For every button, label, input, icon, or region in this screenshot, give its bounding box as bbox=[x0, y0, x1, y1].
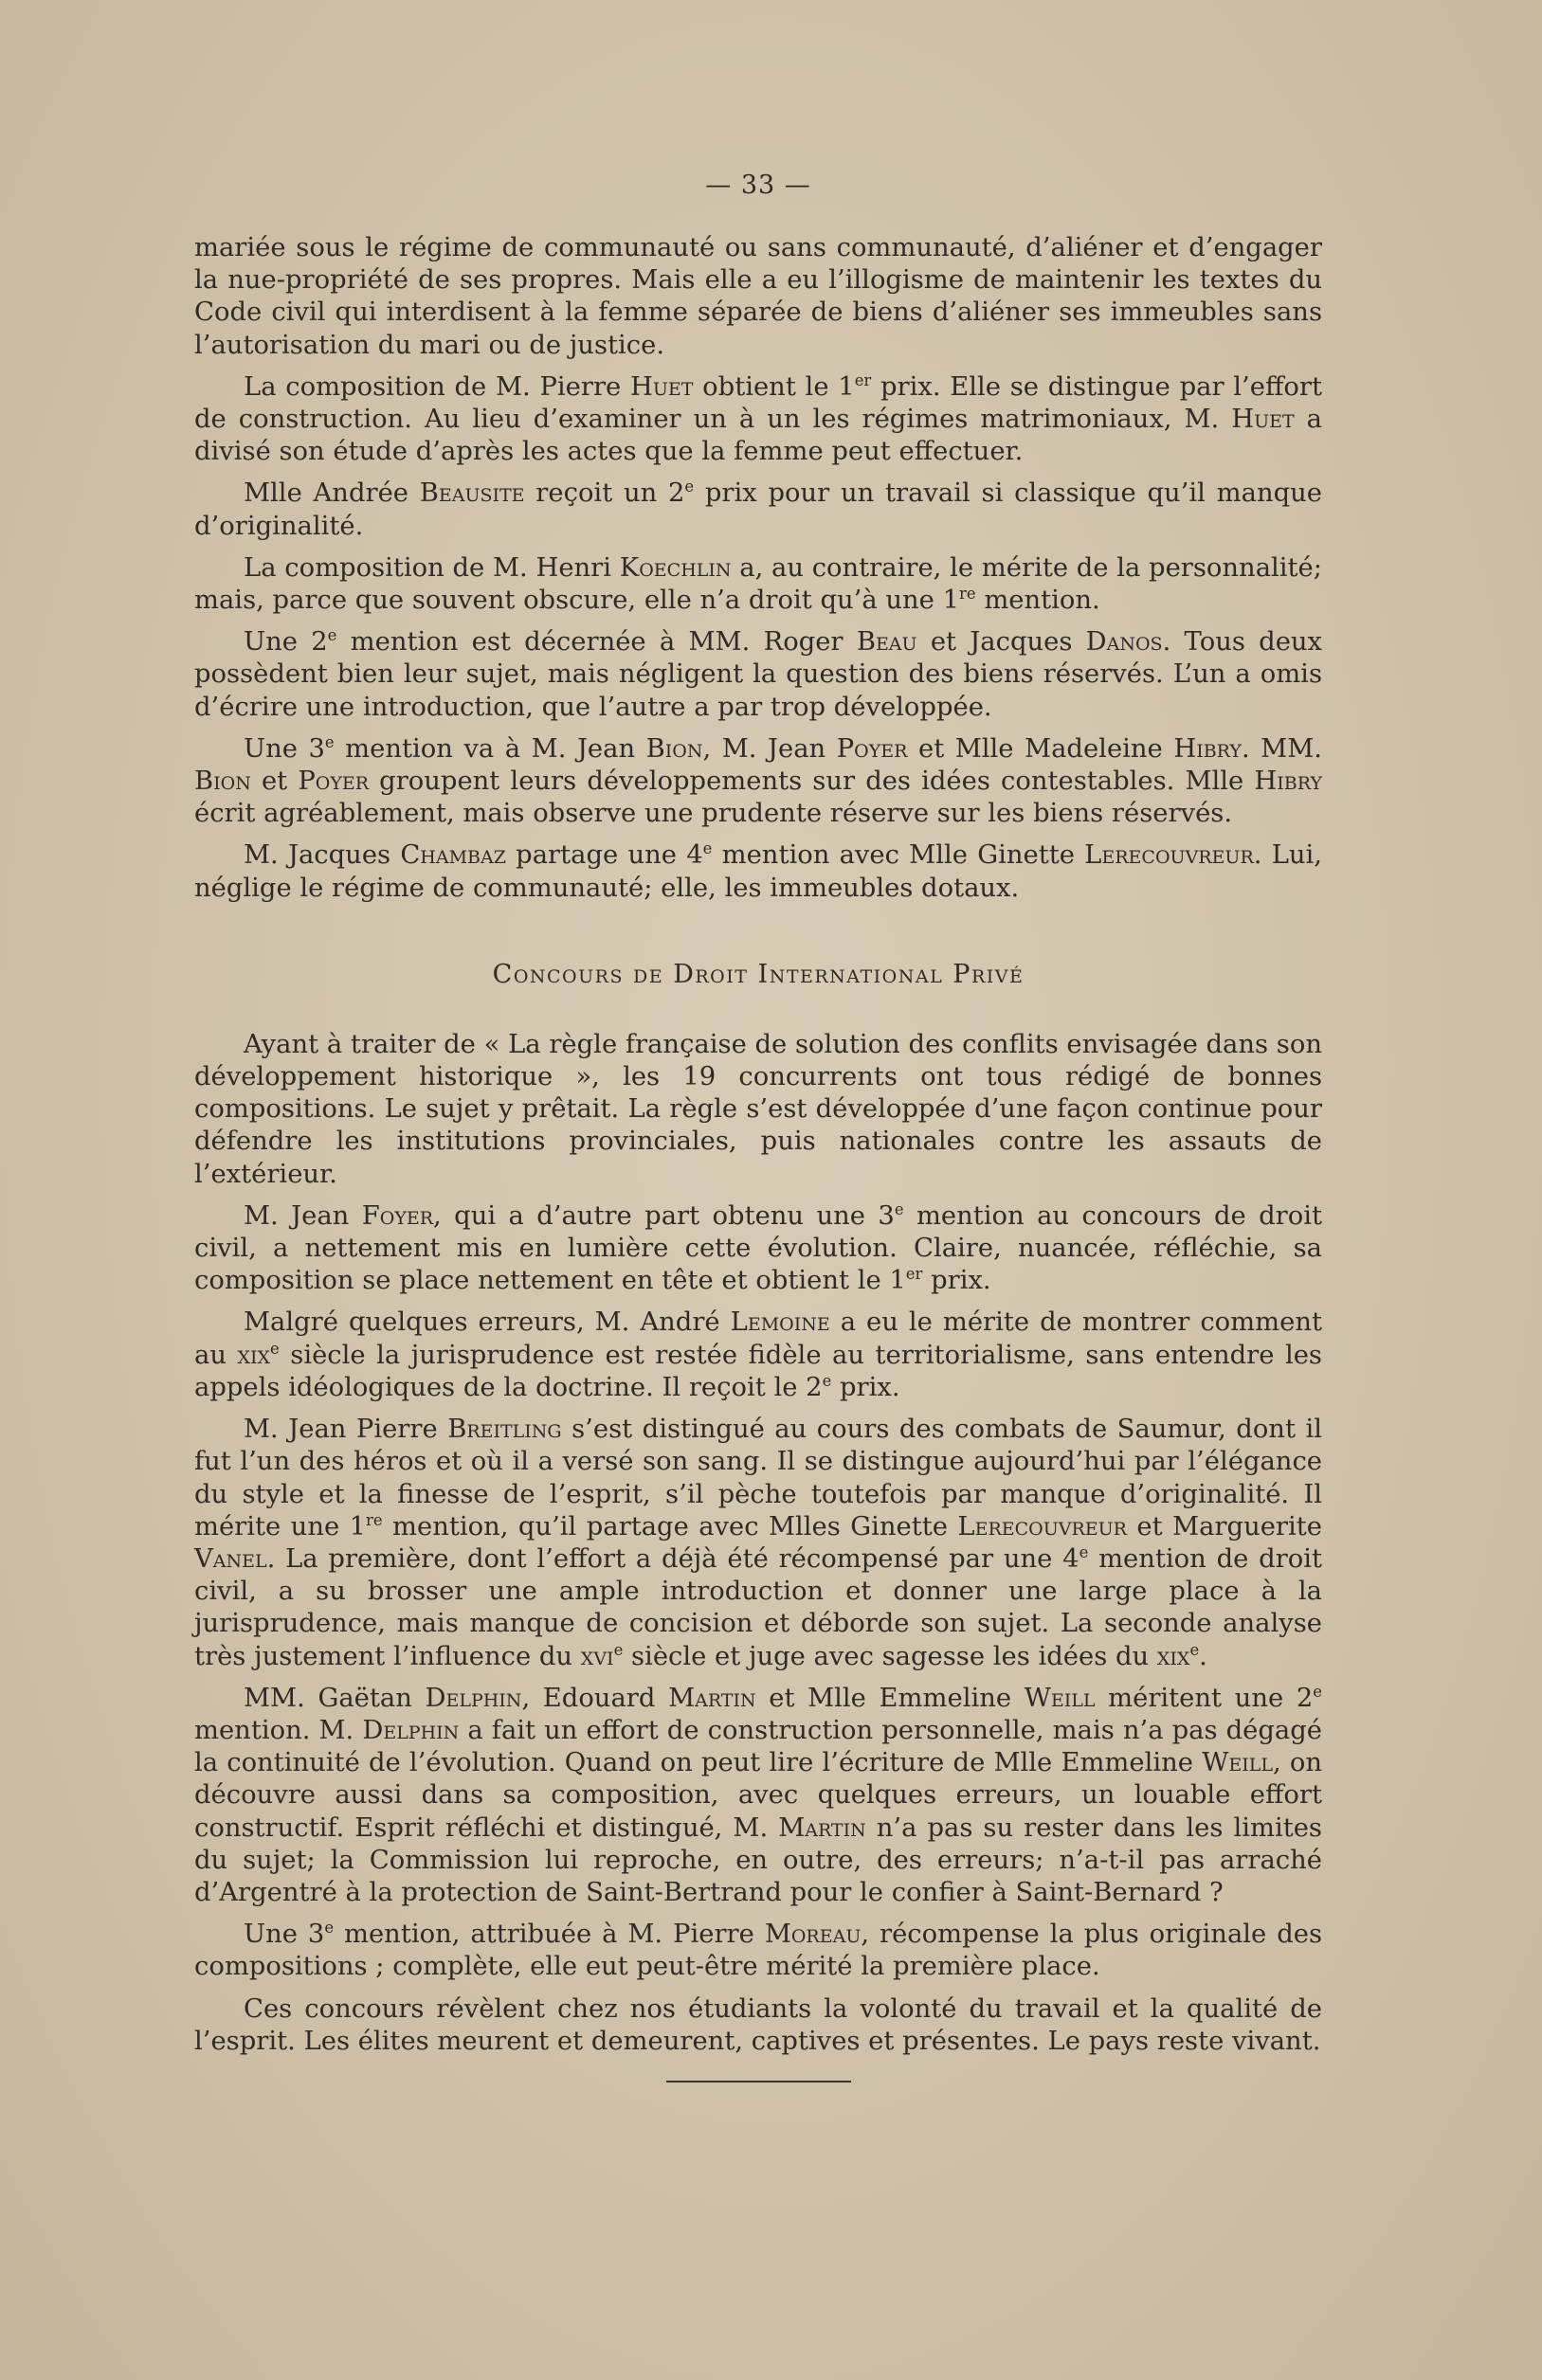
text-run: . MM. bbox=[1241, 733, 1322, 764]
text-run: , on découvre aussi dans sa composition, avec quelques erreurs, un louable effort constructif. Esprit réfléchi et distingué, M. bbox=[194, 1748, 1322, 1843]
name-small-caps: Moreau bbox=[764, 1920, 862, 1950]
page-content bbox=[194, 171, 1322, 2082]
name-small-caps: Huet bbox=[1231, 405, 1295, 435]
text-run: prix pour un travail si classique qu’il manque d’originalité. bbox=[194, 478, 1322, 541]
text-run: prix. Elle se distingue par l’effort de construction. Au lieu d’examiner un à un les régimes matrimoniaux, M. bbox=[194, 371, 1323, 435]
name-small-caps: xix bbox=[1156, 1641, 1190, 1671]
text-run: prix. bbox=[831, 1372, 900, 1402]
text-run: mention avec Mlle Ginette bbox=[712, 840, 1085, 871]
paragraph bbox=[194, 1029, 1322, 1191]
text-run: et Mlle Madeleine bbox=[907, 733, 1174, 764]
text-run: Ces concours révèlent chez nos étudiants la volonté du travail et la qualité de l’esprit. Les élites meurent et demeurent, captives et présentes. Le pays reste vivant. bbox=[194, 1993, 1322, 2056]
name-small-caps: Beausite bbox=[419, 478, 525, 509]
name-small-caps: Lerecouvreur bbox=[1084, 840, 1254, 871]
text-run: M. Jean bbox=[244, 1200, 362, 1231]
name-small-caps: Breitling bbox=[447, 1415, 562, 1445]
text-run: reçoit un 2 bbox=[524, 478, 685, 509]
ordinal-superscript: e bbox=[327, 626, 337, 645]
text-run: méritent une 2 bbox=[1095, 1683, 1314, 1713]
ordinal-superscript: e bbox=[1079, 1542, 1089, 1561]
ordinal-superscript: e bbox=[324, 732, 335, 751]
text-run: mention au concours de droit civil, a nettement mis en lumière cette évolution. Claire, nuancée, réfléchie, sa composition se place nettement en tête et obtient le 1 bbox=[194, 1200, 1322, 1296]
text-run: mention va à M. Jean bbox=[334, 733, 646, 764]
text-run: mention. bbox=[975, 586, 1100, 616]
text-run: siècle et juge avec sagesse les idées du bbox=[623, 1641, 1157, 1671]
paragraph bbox=[194, 1414, 1322, 1673]
body-text-private-international-law bbox=[194, 1029, 1322, 2058]
paragraph bbox=[194, 1307, 1322, 1404]
ordinal-superscript: re bbox=[366, 1510, 383, 1529]
text-run: , M. Jean bbox=[702, 733, 837, 764]
name-small-caps: Danos bbox=[1085, 627, 1163, 658]
ordinal-superscript: e bbox=[270, 1339, 280, 1358]
name-small-caps: Hibry bbox=[1254, 766, 1322, 797]
name-small-caps: Lemoine bbox=[730, 1307, 830, 1338]
paragraph bbox=[194, 371, 1322, 469]
name-small-caps: Hibry bbox=[1173, 733, 1242, 764]
text-run: La composition de M. Pierre bbox=[244, 371, 630, 402]
name-small-caps: Koechlin bbox=[619, 552, 732, 583]
text-run: et Jacques bbox=[916, 627, 1086, 658]
paragraph bbox=[194, 1200, 1322, 1298]
closing-rule bbox=[666, 2081, 851, 2082]
paragraph bbox=[194, 552, 1322, 617]
paragraph bbox=[194, 478, 1322, 542]
paragraph bbox=[194, 1683, 1322, 1909]
name-small-caps: Poyer bbox=[836, 733, 908, 764]
text-run: Une 2 bbox=[244, 627, 328, 658]
ordinal-superscript: e bbox=[1189, 1640, 1200, 1659]
name-small-caps: Vanel bbox=[194, 1543, 267, 1574]
name-small-caps: Delphin bbox=[362, 1715, 460, 1745]
text-run: Ayant à traiter de « La règle française de solution des conflits envisagée dans son développement historique », les 19 concurrents ont tous rédigé de bonnes compositions. Le sujet y prêtait. La règle s’est développée d’une façon continue pour défendre les institutions provinciales, puis nationales contre les assauts de l’extérieur. bbox=[194, 1029, 1322, 1189]
name-small-caps: Foyer bbox=[361, 1200, 434, 1231]
text-run: M. Jean Pierre bbox=[244, 1415, 448, 1445]
text-run: mariée sous le régime de communauté ou sans communauté, d’aliéner et d’engager la nue-propriété de ses propres. Mais elle a eu l’illogisme de maintenir les textes du Code civil qui interdisent à la femme séparée de biens d’aliéner ses immeubles sans l’autorisation du mari ou de justice. bbox=[194, 233, 1322, 360]
name-small-caps: Huet bbox=[630, 371, 694, 402]
name-small-caps: Martin bbox=[668, 1683, 756, 1713]
text-run: mention, qu’il partage avec Mlles Ginette bbox=[382, 1511, 958, 1542]
text-run: Une 3 bbox=[244, 1920, 325, 1950]
body-text-civil-law bbox=[194, 232, 1322, 905]
name-small-caps: Bion bbox=[645, 733, 703, 764]
paragraph bbox=[194, 733, 1322, 831]
section-heading: Concours de Droit International Privé bbox=[492, 959, 1025, 989]
ordinal-superscript: e bbox=[894, 1199, 904, 1218]
text-run: , récompense la plus originale des compositions ; complète, elle eut peut-être mérité la première place. bbox=[194, 1920, 1322, 1982]
name-small-caps: Delphin bbox=[425, 1683, 522, 1713]
text-run: . Lui, néglige le régime de communauté; elle, les immeubles dotaux. bbox=[194, 840, 1322, 903]
text-run: La composition de M. Henri bbox=[244, 552, 620, 583]
text-run: et Marguerite bbox=[1126, 1511, 1322, 1542]
ordinal-superscript: e bbox=[1313, 1682, 1322, 1701]
text-run: a, au contraire, le mérite de la personnalité; mais, parce que souvent obscure, elle n’a droit qu’à une 1 bbox=[194, 552, 1322, 616]
text-run: . Tous deux possèdent bien leur sujet, mais négligent la question des biens réservés. L’un a omis d’écrire une introduction, que l’autre a par trop développée. bbox=[194, 627, 1322, 722]
paragraph bbox=[194, 626, 1322, 724]
name-small-caps: xvi bbox=[580, 1641, 614, 1671]
ordinal-superscript: er bbox=[854, 370, 872, 389]
name-small-caps: Martin bbox=[778, 1812, 866, 1843]
name-small-caps: Beau bbox=[856, 627, 917, 658]
text-run: siècle la jurisprudence est restée fidèle au territorialisme, sans entendre les appels idéologiques de la doctrine. Il reçoit le 2 bbox=[194, 1340, 1322, 1402]
text-run: . bbox=[1199, 1641, 1207, 1671]
text-run: écrit agréablement, mais observe une prudente réserve sur les biens réservés. bbox=[194, 799, 1233, 829]
text-run: . La première, dont l’effort a déjà été récompensé par une 4 bbox=[266, 1543, 1079, 1574]
name-small-caps: Bion bbox=[194, 766, 251, 797]
text-run: Mlle Andrée bbox=[244, 478, 420, 509]
name-small-caps: Chambaz bbox=[400, 840, 506, 871]
ordinal-superscript: e bbox=[613, 1640, 624, 1659]
text-run: Malgré quelques erreurs, M. André bbox=[244, 1307, 731, 1338]
text-run: , qui a d’autre part obtenu une 3 bbox=[433, 1200, 895, 1231]
text-run: groupent leurs développements sur des idées contestables. Mlle bbox=[369, 766, 1255, 797]
text-run: s’est distingué au cours des combats de Saumur, dont il fut l’un des héros et où il a versé son sang. Il se distingue aujourd’hui par l’élégance du style et la finesse de l’esprit, s’il pèche toutefois par manque d’originalité. Il mérite une 1 bbox=[194, 1415, 1322, 1542]
ordinal-superscript: e bbox=[702, 839, 713, 858]
name-small-caps: Weill bbox=[1202, 1748, 1273, 1778]
text-run: a fait un effort de construction personnelle, mais n’a pas dégagé la continuité de l’évolution. Quand on peut lire l’écriture de Mlle Emmeline bbox=[194, 1715, 1322, 1778]
ordinal-superscript: re bbox=[959, 584, 976, 603]
text-run: mention. M. bbox=[194, 1715, 363, 1745]
text-run: n’a pas su rester dans les limites du sujet; la Commission lui reproche, en outre, des erreurs; n’a-t-il pas arraché d’Argentré à la protection de Saint-Bertrand pour le confier à Saint-Bernard ? bbox=[194, 1812, 1322, 1907]
paragraph bbox=[194, 232, 1322, 362]
text-run: obtient le 1 bbox=[693, 371, 855, 402]
text-run: mention, attribuée à M. Pierre bbox=[334, 1920, 765, 1950]
paragraph bbox=[194, 839, 1322, 904]
text-run: partage une 4 bbox=[505, 840, 703, 871]
text-run: prix. bbox=[922, 1266, 991, 1296]
text-run: MM. Gaëtan bbox=[244, 1683, 426, 1713]
name-small-caps: Lerecouvreur bbox=[957, 1511, 1127, 1542]
text-run: et Mlle Emmeline bbox=[755, 1683, 1025, 1713]
paragraph bbox=[194, 1919, 1322, 1983]
name-small-caps: Poyer bbox=[298, 766, 370, 797]
ordinal-superscript: e bbox=[684, 478, 695, 496]
text-run: a eu le mérite de montrer comment au bbox=[194, 1307, 1322, 1370]
text-run: , Edouard bbox=[521, 1683, 669, 1713]
text-run: a divisé son étude d’après les actes que la femme peut effectuer. bbox=[194, 405, 1322, 467]
text-run: mention est décernée à MM. Roger bbox=[336, 627, 857, 658]
text-run: mention de droit civil, a su brosser une ample introduction et donner une large place à la jurisprudence, mais manque de concision et déborde son sujet. La seconde analyse très justement l’influence du bbox=[194, 1543, 1322, 1671]
ordinal-superscript: e bbox=[822, 1371, 832, 1390]
text-run: et bbox=[250, 766, 299, 797]
paragraph bbox=[194, 1993, 1322, 2058]
ordinal-superscript: e bbox=[324, 1919, 335, 1938]
text-run: M. Jacques bbox=[244, 840, 401, 871]
page-number: — 33 — bbox=[705, 171, 811, 200]
name-small-caps: Weill bbox=[1024, 1683, 1096, 1713]
text-run: Une 3 bbox=[244, 733, 325, 764]
ordinal-superscript: er bbox=[905, 1265, 923, 1284]
name-small-caps: xix bbox=[237, 1340, 271, 1370]
